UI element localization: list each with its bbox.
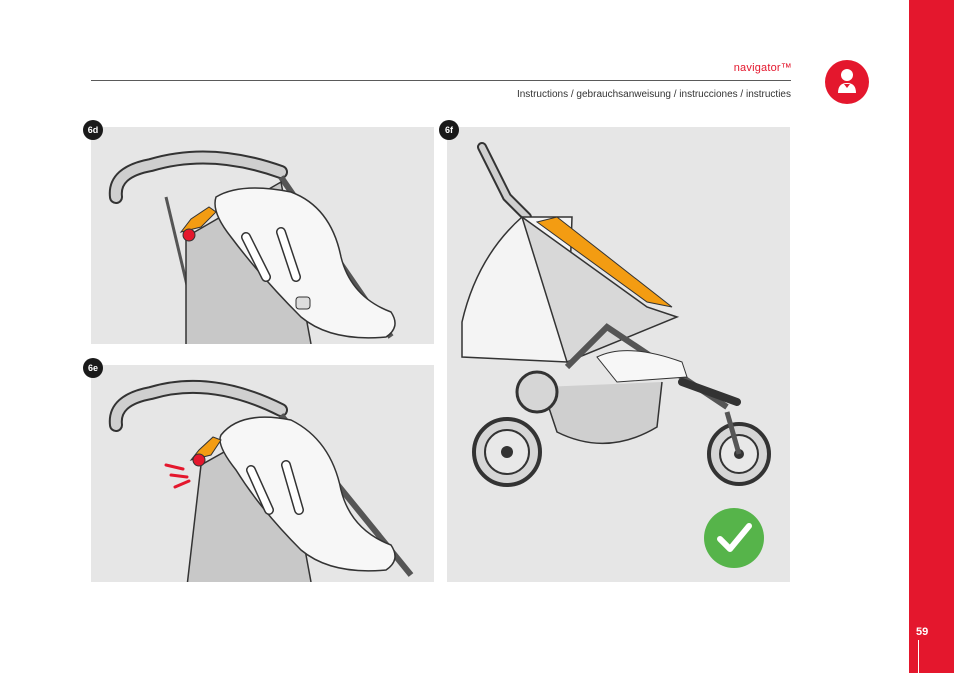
step-badge-6d: 6d xyxy=(83,120,103,140)
brand-name: navigator™ xyxy=(733,62,792,74)
page-sidebar xyxy=(909,0,954,673)
page-number: 59 xyxy=(916,626,929,638)
step-badge-6e: 6e xyxy=(83,358,103,378)
step-badge-6f: 6f xyxy=(439,120,459,140)
header-rule xyxy=(91,80,791,81)
page-tick-line xyxy=(918,640,919,673)
header-subtitle: Instructions / gebrauchsanweisung / instrucciones / instructies xyxy=(516,89,791,100)
step-6d-illustration xyxy=(91,127,434,344)
user-icon xyxy=(825,60,869,104)
checkmark-icon xyxy=(704,508,764,568)
step-6e-illustration xyxy=(91,365,434,582)
